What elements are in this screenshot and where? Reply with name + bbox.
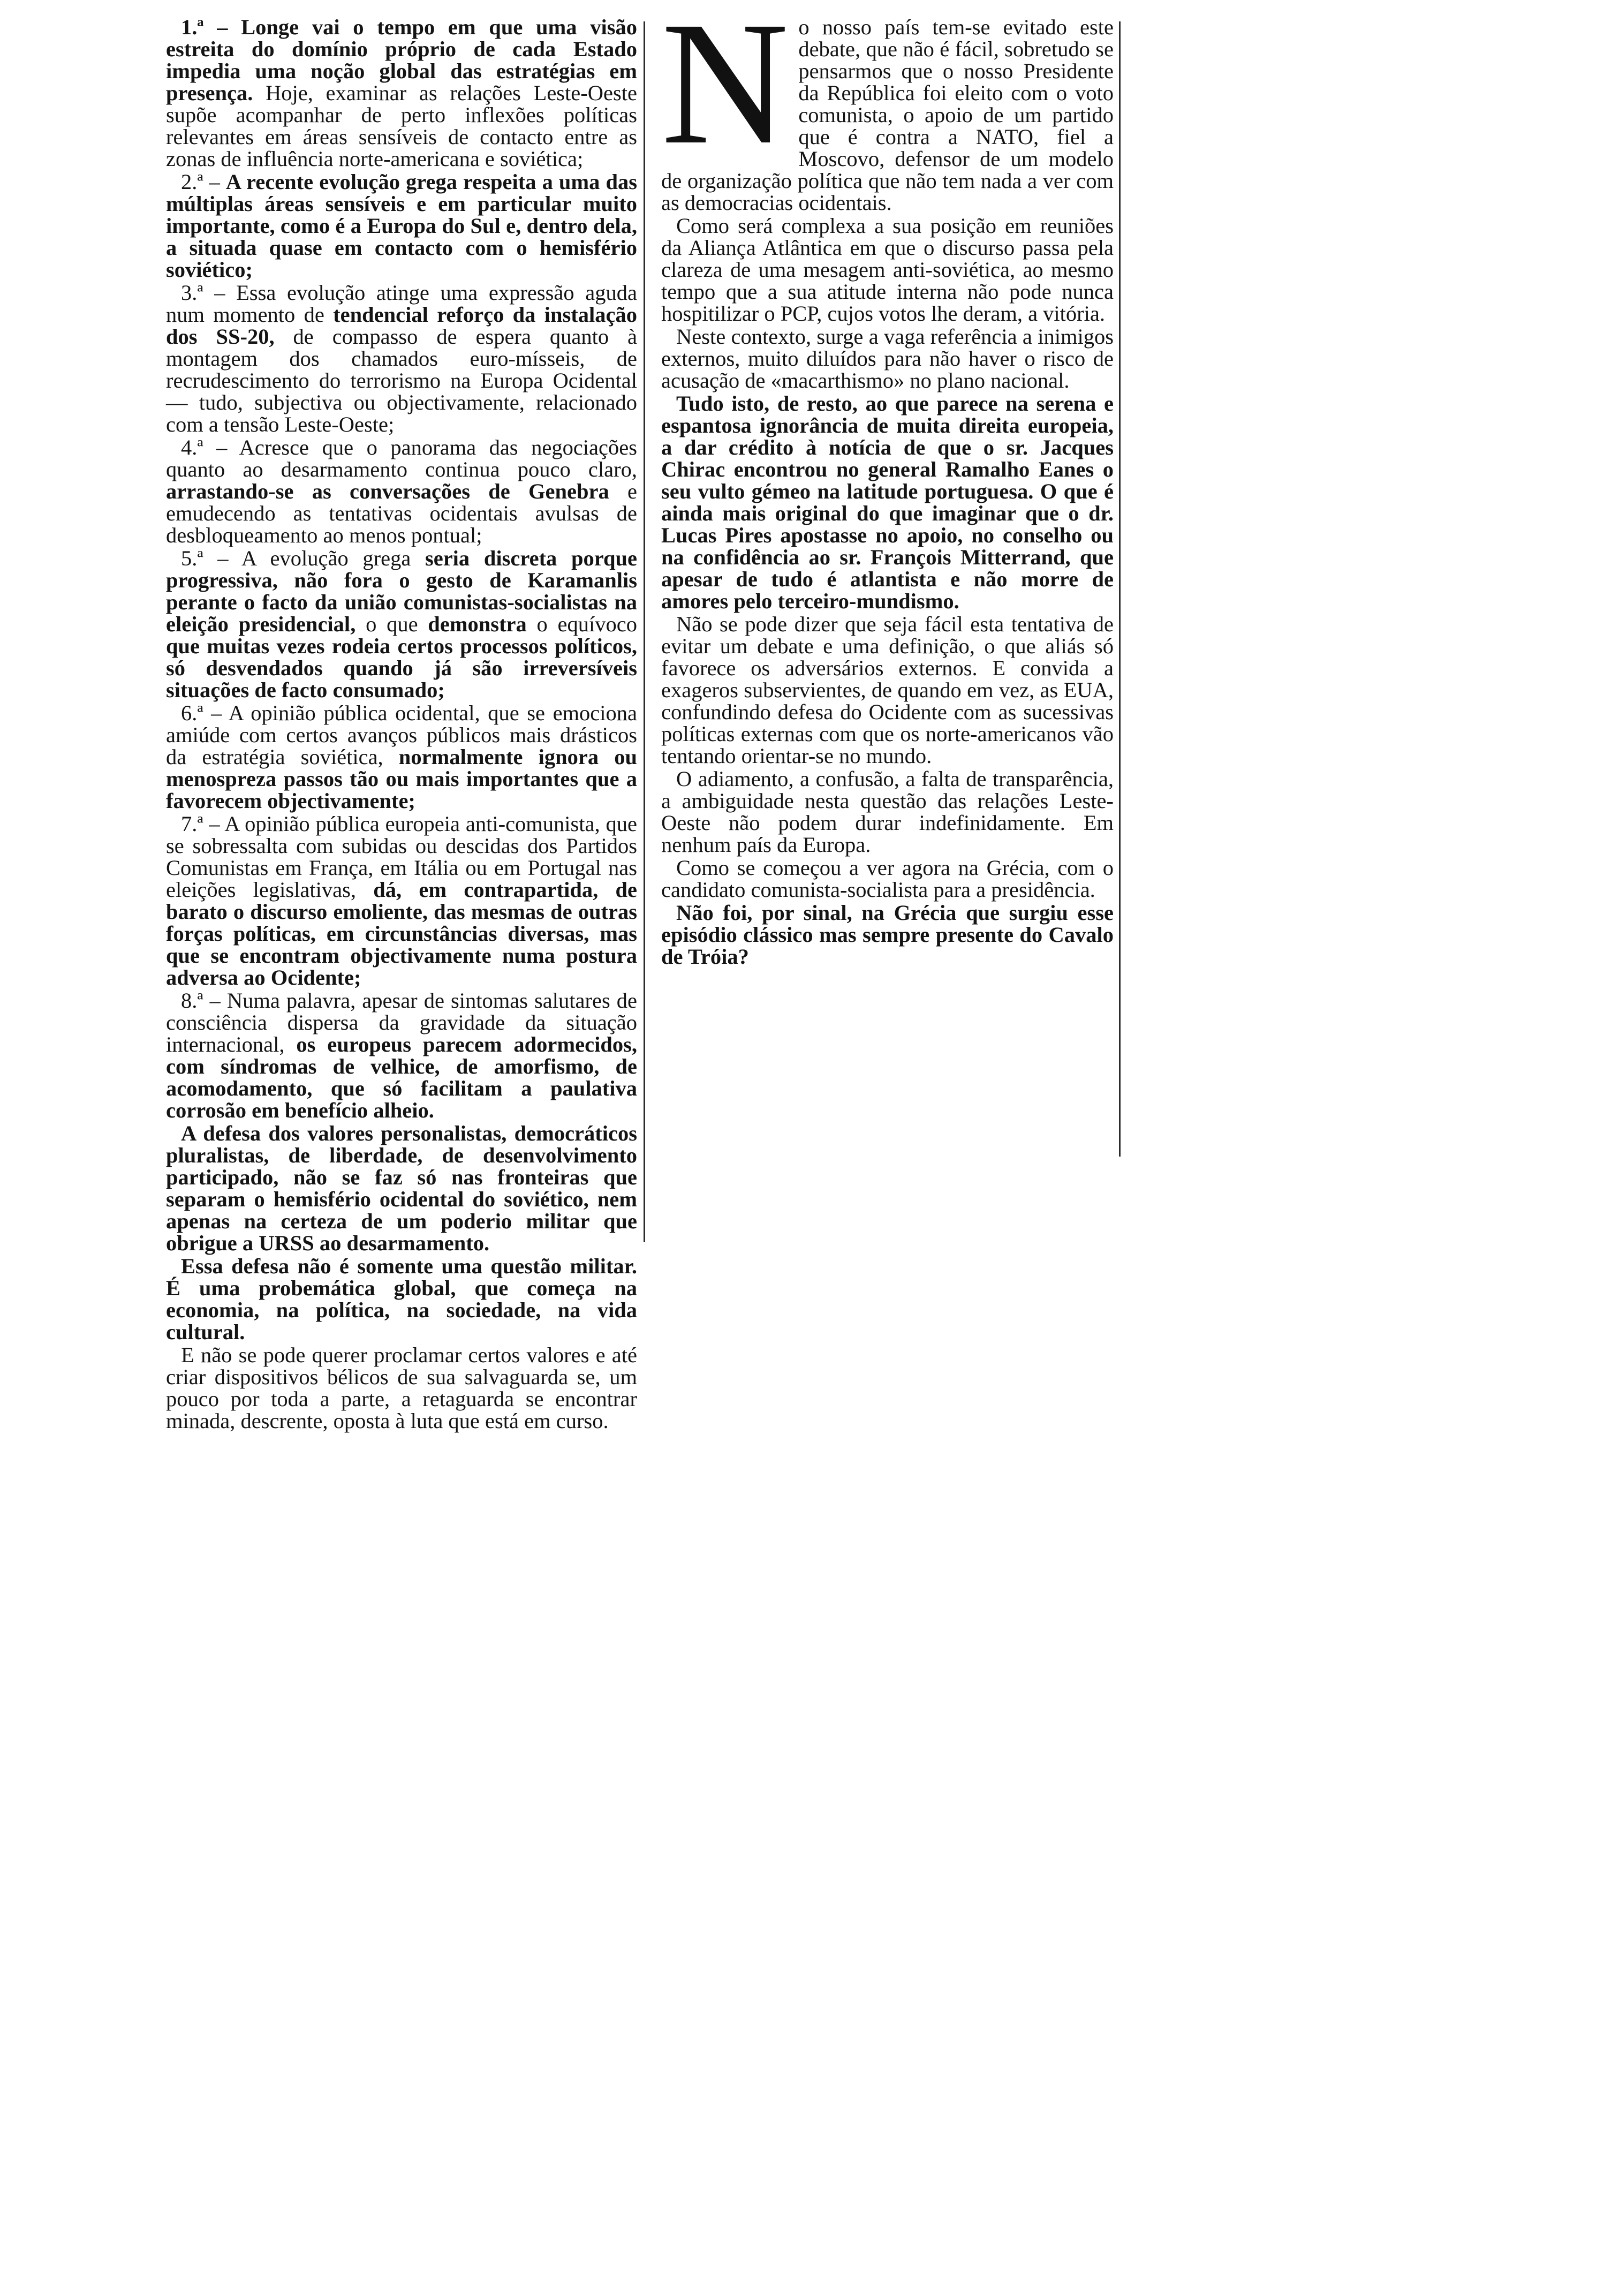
newspaper-clipping: [150, 0, 1124, 1433]
left-column: [166, 16, 637, 1433]
right-paragraph: [661, 857, 1114, 901]
paragraph-text: E não se pode querer proclamar certos valores e até criar dispositivos bélicos de sua salvaguarda se, um pouco por toda a parte, a retaguarda se encontrar minada, descrente, oposta à luta que está em curso.: [166, 1343, 637, 1433]
left-paragraph: [166, 1255, 637, 1343]
right-paragraph: [661, 326, 1114, 391]
paragraph-text: Não se pode dizer que seja fácil esta tentativa de evitar um debate e uma definição, o que aliás só favorece os adversários externos. E convida a exageros subservientes, de quando em vez, as EUA, confundindo defesa do Ocidente com as sucessivas políticas externas com que os norte-americanos vão tentando orientar-se no mundo.: [661, 612, 1114, 768]
right-column: [661, 0, 1114, 969]
column-divider: [644, 21, 645, 1242]
paragraph-text: 3.ª – Essa evolução atinge uma expressão aguda num momento de: [166, 281, 637, 327]
paragraph-text: 2.ª –: [181, 170, 226, 194]
paragraph-text: 8.ª – Numa palavra, apesar de sintomas salutares de consciência dispersa da gravidade da situação internacional,: [166, 988, 637, 1056]
paragraph-bold-text: tendencial reforço da instalação dos SS-20,: [166, 303, 637, 349]
paragraph-text: de compasso de espera quanto à montagem dos chamados euro-mísseis, de recrudescimento do terrorismo na Europa Ocidental — tudo, subjectiva ou objectivamente, relacionado com a tensão Leste-Oeste;: [166, 324, 637, 436]
right-paragraph: [661, 613, 1114, 767]
paragraph-text: Como se começou a ver agora na Grécia, com o candidato comunista-socialista para a presidência.: [661, 856, 1114, 902]
left-paragraph: [166, 813, 637, 988]
paragraph-text: o equívoco: [526, 612, 637, 636]
right-paragraph: [661, 215, 1114, 324]
left-paragraph: [166, 990, 637, 1121]
paragraph-bold-text: Não foi, por sinal, na Grécia que surgiu esse episódio clássico mas sempre presente do Cavalo de Tróia?: [661, 901, 1114, 969]
paragraph-bold-text: seria discreta porque progressiva, não fora o gesto de Karamanlis perante o facto da união comunistas-socialistas na eleição presidencial,: [166, 546, 637, 636]
right-paragraph: [661, 902, 1114, 968]
paragraph-bold-text: Tudo isto, de resto, ao que parece na serena e espantosa ignorância de muita direita europeia, a dar crédito à notícia de que o sr. Jacques Chirac encontrou no general Ramalho Eanes o seu vulto gémeo na latitude portuguesa. O que é ainda mais original do que imaginar que o dr. Lucas Pires apostasse no apoio, no conselho ou na confidência ao sr. François Mitterrand, que apesar de tudo é atlantista e não morre de amores pelo terceiro-mundismo.: [661, 391, 1114, 613]
drop-cap: N: [661, 0, 789, 181]
paragraph-text: Neste contexto, surge a vaga referência a inimigos externos, muito diluídos para não haver o risco de acusação de «macarthismo» no plano nacional.: [661, 324, 1114, 392]
right-paragraph: [661, 768, 1114, 856]
paragraph-bold-text: 1.ª – Longe vai o tempo em que uma visão estreita do domínio próprio de cada Estado impedia uma noção global das estratégias em presença.: [166, 15, 637, 105]
paragraph-text: 5.ª – A evolução grega: [181, 546, 425, 570]
paragraph-text: o que: [355, 612, 428, 636]
paragraph-bold-text: dá, em contrapartida, de barato o discurso emoliente, das mesmas de outras forças políticas, em circunstâncias diversas, mas que se encontram objectivamente numa postura adversa ao Ocidente;: [166, 878, 637, 990]
left-paragraph: [166, 547, 637, 701]
paragraph-bold-text: arrastando-se as conversações de Genebra: [166, 479, 609, 503]
clipping-right-edge: [1119, 21, 1121, 1157]
left-paragraph: [166, 1122, 637, 1254]
left-paragraph: [166, 282, 637, 435]
paragraph-text: e emudecendo as tentativas ocidentais avulsas de desbloqueamento ao menos pontual;: [166, 479, 638, 547]
paragraph-bold-text: que muitas vezes rodeia certos processos políticos, só desvendados quando já são irreversíveis situações de facto consumado;: [166, 634, 637, 702]
paragraph-text: O adiamento, a confusão, a falta de transparência, a ambiguidade nesta questão das relações Leste-Oeste não podem durar indefinidamente. Em nenhum país da Europa.: [661, 767, 1114, 857]
left-paragraph: [166, 1344, 637, 1432]
left-paragraph: [166, 171, 637, 281]
paragraph-bold-text: normalmente ignora ou menospreza passos tão ou mais importantes que a favorecem objectivamente;: [166, 745, 637, 813]
paragraph-text: 6.ª – A opinião pública ocidental, que se emociona amiúde com certos avanços públicos mais drásticos da estratégia soviética,: [166, 701, 637, 769]
paragraph-bold-text: os europeus parecem adormecidos, com síndromas de velhice, de amorfismo, de acomodamento, que só facilitam a paulativa corrosão em benefício alheio.: [166, 1032, 637, 1122]
paragraph-bold-text: A defesa dos valores personalistas, democráticos pluralistas, de liberdade, de desenvolvimento participado, não se faz só nas fronteiras que separam o hemisfério ocidental do soviético, nem apenas na certeza de um poderio militar que obrigue a URSS ao desarmamento.: [166, 1121, 637, 1255]
left-paragraph: [166, 16, 637, 170]
paragraph-text: Hoje, examinar as relações Leste-Oeste supõe acompanhar de perto inflexões políticas relevantes em áreas sensíveis de contacto entre as zonas de influência norte-americana e soviética;: [166, 81, 637, 171]
paragraph-text: 7.ª – A opinião pública europeia anti-comunista, que se sobressalta com subidas ou descidas dos Partidos Comunistas em França, em Itália ou em Portugal nas eleições legislativas,: [166, 812, 637, 902]
left-paragraph: [166, 436, 637, 546]
paragraph-bold-text: demonstra: [428, 612, 527, 636]
paragraph-text: 4.ª – Acresce que o panorama das negociações quanto ao desarmamento continua pouco claro,: [166, 435, 637, 481]
paragraph-bold-text: A recente evolução grega respeita a uma das múltiplas áreas sensíveis e em particular muito importante, como é a Europa do Sul e, dentro dela, a situada quase em contacto com o hemisfério soviético;: [166, 170, 637, 282]
right-paragraph: [661, 392, 1114, 612]
paragraph-text: o nosso país tem-se evitado este debate, que não é fácil, sobretudo se pensarmos que o nosso Presidente da República foi eleito com o voto comunista, o apoio de um partido que é contra a NATO, fiel a Moscovo, defensor de um modelo de organização política que não tem nada a ver com as democracias ocidentais.: [661, 15, 1114, 215]
paragraph-bold-text: Essa defesa não é somente uma questão militar. É uma probemática global, que começa na economia, na política, na sociedade, na vida cultural.: [166, 1254, 637, 1344]
left-paragraph: [166, 702, 637, 812]
paragraph-text: Como será complexa a sua posição em reuniões da Aliança Atlântica em que o discurso passa pela clareza de uma mesagem anti-soviética, ao mesmo tempo que a sua atitude interna não pode nunca hospitilizar o PCP, cujos votos lhe deram, a vitória.: [661, 214, 1114, 326]
